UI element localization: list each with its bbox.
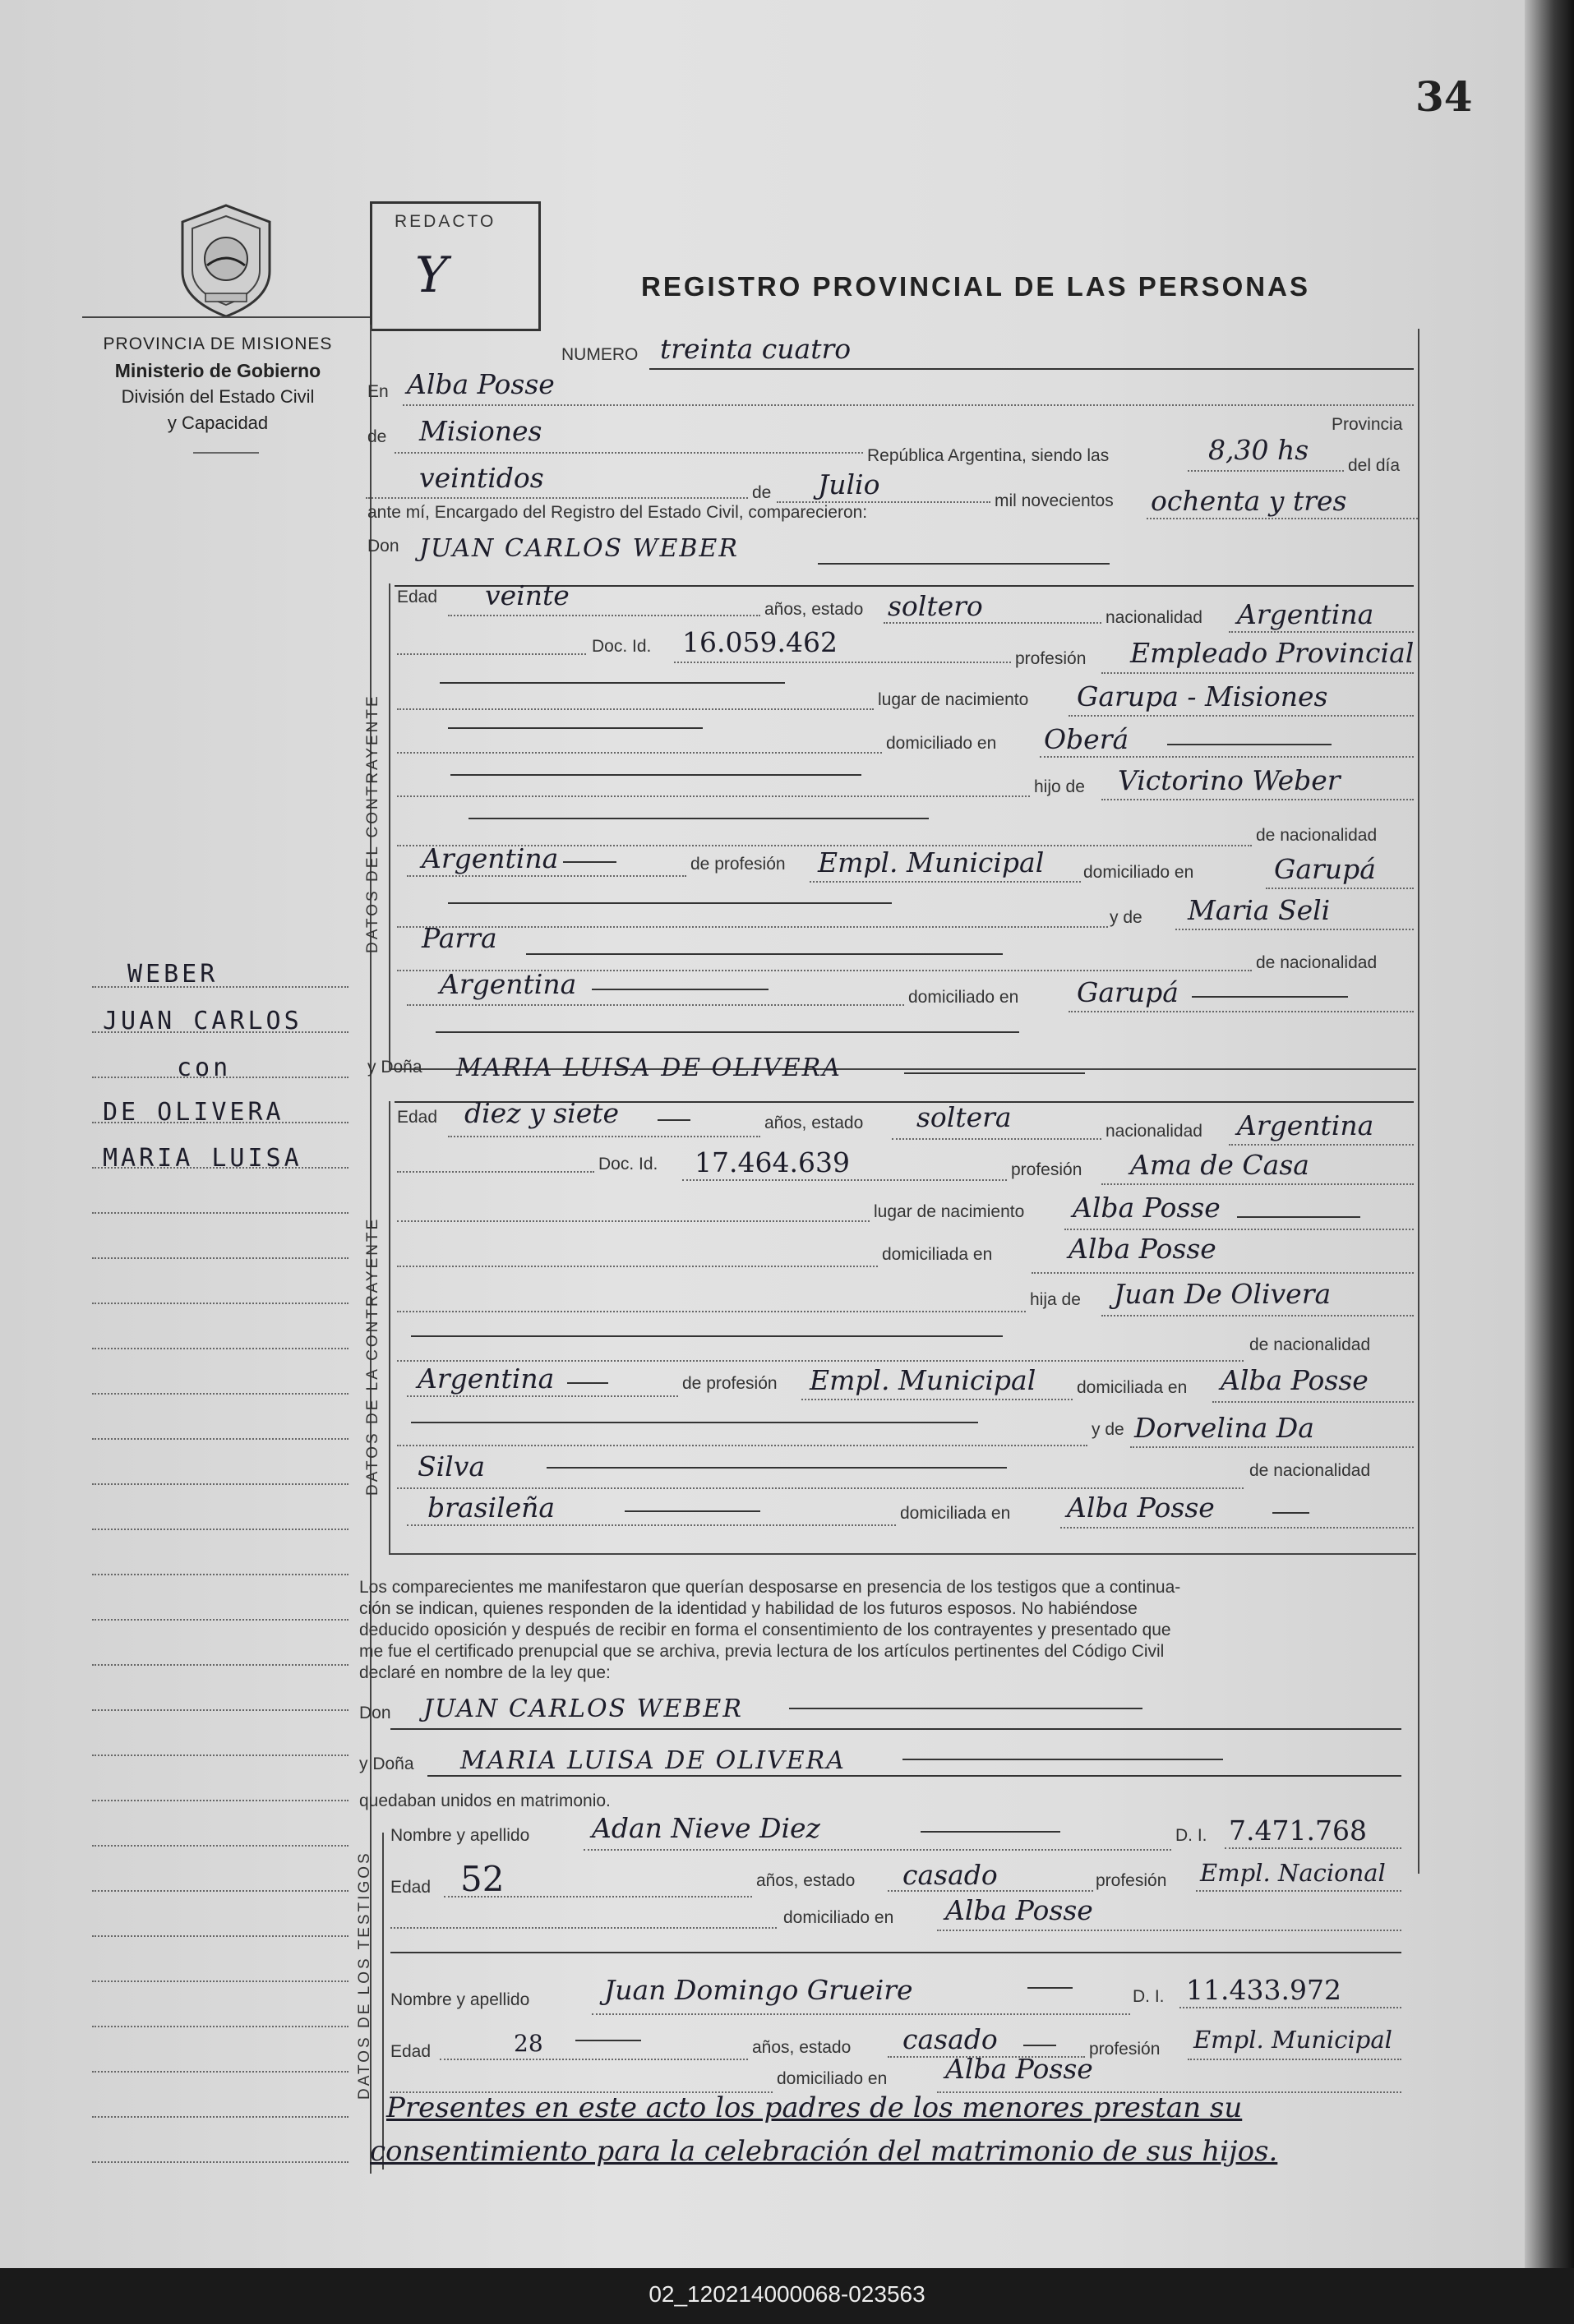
f-nac-label: nacionalidad [1105, 1122, 1202, 1141]
dona-label: y Doña [367, 1058, 422, 1077]
de-label: de [367, 427, 387, 446]
page-number: 34 [1415, 72, 1473, 121]
decl-line4: me fue el certificado prenupcial que se archiva, previa lectura de los artículos pertinentes del Código Civil [359, 1642, 1165, 1661]
c-madre-nac-value: Argentina [440, 968, 577, 1000]
f-padre-nac-label: de nacionalidad [1249, 1335, 1371, 1354]
don-value: JUAN CARLOS WEBER [419, 534, 739, 563]
margin-surname-bride: DE OLIVERA [103, 1098, 284, 1127]
margin-rule-line [92, 1755, 348, 1756]
c-padre-dom-value: Garupá [1274, 853, 1376, 885]
footer-image-id: 02_120214000068-023563 [649, 2281, 925, 2307]
en-value: Alba Posse [407, 368, 555, 400]
redacto-signature: Y [415, 247, 448, 304]
provincia-label: Provincia [1332, 415, 1403, 434]
dona-value: MARIA LUISA DE OLIVERA [456, 1054, 842, 1082]
f-madre-nac-label: de nacionalidad [1249, 1461, 1371, 1480]
t2-di-value: 11.433.972 [1186, 1974, 1341, 2006]
f-padre-dom-value: Alba Posse [1221, 1364, 1369, 1396]
f-padre-dom-label: domiciliada en [1077, 1378, 1188, 1397]
f-prof-value: Ama de Casa [1130, 1149, 1309, 1181]
c-lugar-value: Garupa - Misiones [1077, 680, 1328, 712]
decl-dona-value: MARIA LUISA DE OLIVERA [460, 1746, 846, 1775]
f-lugar-label: lugar de nacimiento [874, 1202, 1025, 1221]
ante-label: ante mí, Encargado del Registro del Estado Civil, comparecieron: [367, 503, 868, 522]
t2-prof-value: Empl. Municipal [1193, 2026, 1392, 2054]
decl-line1: Los comparecientes me manifestaron que querían desposarse en presencia de los testigos que a continua- [359, 1578, 1181, 1597]
margin-rule-line [92, 1619, 348, 1621]
margin-con: con [177, 1054, 232, 1082]
f-edad-value: diez y siete [464, 1097, 620, 1129]
t1-edad-value: 52 [460, 1859, 505, 1899]
c-padre-nac-value: Argentina [422, 842, 559, 874]
c-dom-label: domiciliado en [886, 734, 997, 753]
c-madre2-value: Parra [422, 922, 497, 954]
f-padre-value: Juan De Olivera [1114, 1278, 1332, 1310]
c-lugar-label: lugar de nacimiento [878, 690, 1029, 709]
margin-rule-line [92, 1212, 348, 1214]
t2-di-label: D. I. [1133, 1987, 1165, 2006]
margin-rule-line [92, 1348, 348, 1349]
c-padre-dom-label: domiciliado en [1083, 863, 1194, 882]
c-prof-value: Empleado Provincial [1130, 637, 1415, 669]
dia-value: veintidos [419, 462, 544, 494]
book-spine-edge [1525, 0, 1574, 2268]
t2-nombre-value: Juan Domingo Grueire [604, 1974, 913, 2006]
t2-estado-value: casado [902, 2023, 998, 2055]
f-padre-nac-value: Argentina [418, 1363, 555, 1395]
c-prof-label: profesión [1015, 649, 1087, 668]
c-y-de-label: y de [1110, 908, 1142, 927]
f-estado-value: soltera [916, 1101, 1012, 1133]
margin-rule-line [92, 1438, 348, 1440]
note-line2: consentimiento para la celebración del matrimonio de sus hijos. [370, 2135, 1278, 2168]
margin-name-groom: JUAN CARLOS [103, 1007, 302, 1035]
margin-rule-line [92, 1483, 348, 1485]
t1-prof-value: Empl. Nacional [1200, 1859, 1386, 1887]
contrayente-f-section-label: DATOS DE LA CONTRAYENTE [364, 1216, 381, 1496]
margin-rule-line [92, 1935, 348, 1937]
c-padre-value: Victorino Weber [1118, 764, 1341, 796]
margin-rule-line [92, 1664, 348, 1666]
f-madre-value: Dorvelina Da [1134, 1412, 1314, 1444]
f-dom-value: Alba Posse [1069, 1233, 1216, 1265]
f-nac-value: Argentina [1237, 1109, 1374, 1141]
t1-anios-label: años, estado [756, 1871, 856, 1890]
f-dom-label: domiciliada en [882, 1245, 993, 1264]
mil-label: mil novecientos [995, 491, 1114, 510]
testigos-section-label: DATOS DE LOS TESTIGOS [356, 1851, 373, 2100]
c-madre-nac-label: de nacionalidad [1256, 953, 1378, 972]
mes-value: Julio [818, 468, 880, 500]
provincial-seal-icon [173, 201, 279, 320]
c-padre-nac-label: de nacionalidad [1256, 826, 1378, 845]
note-line1: Presentes en este acto los padres de los menores prestan su [386, 2091, 1243, 2124]
t1-estado-value: casado [902, 1859, 998, 1891]
de2-label: de [752, 483, 772, 502]
c-edad-value: veinte [485, 579, 570, 611]
t1-edad-label: Edad [390, 1878, 432, 1897]
t2-dom-value: Alba Posse [945, 2053, 1093, 2085]
t1-dom-label: domiciliado en [783, 1908, 894, 1927]
margin-rule-line [92, 2026, 348, 2027]
t1-di-label: D. I. [1175, 1826, 1207, 1845]
margin-rule-line [92, 1890, 348, 1892]
decl-unidos: quedaban unidos en matrimonio. [359, 1791, 611, 1810]
t2-prof-label: profesión [1089, 2040, 1161, 2059]
f-y-de-label: y de [1092, 1420, 1124, 1439]
t2-edad-label: Edad [390, 2042, 432, 2061]
f-doc-label: Doc. Id. [598, 1155, 658, 1174]
agency-division: División del Estado Civil [121, 386, 315, 407]
margin-name-bride: MARIA LUISA [103, 1144, 302, 1173]
margin-rule-line [92, 1393, 348, 1395]
c-madre-dom-value: Garupá [1077, 976, 1179, 1008]
margin-rule-line [92, 1303, 348, 1304]
f-padre-prof-label: de profesión [682, 1374, 778, 1393]
hora-value: 8,30 hs [1208, 434, 1309, 466]
c-padre-prof-value: Empl. Municipal [818, 846, 1045, 878]
c-padre-prof-label: de profesión [690, 855, 786, 874]
decl-line3: deducido oposición y después de recibir en forma el consentimiento de los contrayentes y presentado que [359, 1621, 1171, 1639]
f-prof-label: profesión [1011, 1160, 1082, 1179]
f-lugar-value: Alba Posse [1073, 1192, 1221, 1224]
c-madre-value: Maria Seli [1188, 894, 1331, 926]
f-doc-value: 17.464.639 [695, 1146, 850, 1178]
f-edad-label: Edad [397, 1108, 438, 1127]
t1-nombre-label: Nombre y apellido [390, 1826, 530, 1845]
c-nac-value: Argentina [1237, 598, 1374, 630]
agency-ministry: Ministerio de Gobierno [114, 360, 321, 381]
en-label: En [367, 382, 389, 401]
margin-rule-line [92, 2071, 348, 2073]
republica-label: República Argentina, siendo las [867, 446, 1110, 465]
f-madre-dom-label: domiciliada en [900, 1504, 1011, 1523]
c-anios-label: años, estado [764, 600, 864, 619]
numero-value: treinta cuatro [660, 333, 852, 365]
c-doc-value: 16.059.462 [682, 626, 838, 658]
c-hijo-label: hijo de [1034, 777, 1085, 796]
c-doc-label: Doc. Id. [592, 637, 652, 656]
t1-nombre-value: Adan Nieve Diez [592, 1812, 820, 1844]
f-madre2-value: Silva [418, 1450, 486, 1482]
t2-anios-label: años, estado [752, 2038, 852, 2057]
document-title: REGISTRO PROVINCIAL DE LAS PERSONAS [641, 271, 1310, 302]
t1-di-value: 7.471.768 [1229, 1814, 1367, 1847]
don-label: Don [367, 537, 399, 556]
decl-dona-label: y Doña [359, 1755, 414, 1773]
c-dom-value: Oberá [1044, 723, 1129, 755]
margin-surname-groom: WEBER [127, 960, 219, 989]
f-madre-nac-value: brasileña [427, 1492, 556, 1524]
t2-dom-label: domiciliado en [777, 2069, 888, 2088]
decl-don-value: JUAN CARLOS WEBER [423, 1695, 743, 1723]
t1-prof-label: profesión [1096, 1871, 1167, 1890]
c-edad-label: Edad [397, 588, 438, 606]
c-nac-label: nacionalidad [1105, 608, 1202, 627]
de-value: Misiones [419, 415, 542, 447]
margin-rule-line [92, 1709, 348, 1711]
margin-rule-line [92, 1529, 348, 1530]
margin-rule-line [92, 1257, 348, 1259]
redacto-label: REDACTO [395, 212, 496, 231]
t2-nombre-label: Nombre y apellido [390, 1990, 530, 2009]
del-dia-label: del día [1348, 456, 1401, 475]
decl-line2: ción se indican, quienes responden de la identidad y habilidad de los futuros esposos. No habiéndose [359, 1599, 1138, 1618]
margin-rule-line [92, 1980, 348, 1982]
f-anios-label: años, estado [764, 1114, 864, 1132]
agency-capacity: y Capacidad [167, 413, 269, 433]
margin-rule-line [92, 1800, 348, 1801]
anio-value: ochenta y tres [1151, 485, 1347, 517]
f-padre-prof-value: Empl. Municipal [810, 1364, 1036, 1396]
c-estado-value: soltero [888, 590, 983, 622]
agency-province: PROVINCIA DE MISIONES [103, 334, 333, 353]
contrayente-section-label: DATOS DEL CONTRAYENTE [364, 694, 381, 953]
numero-label: NUMERO [561, 345, 639, 364]
margin-rule-line [92, 2161, 348, 2163]
margin-rule-line [92, 1574, 348, 1575]
margin-rule-line [92, 2116, 348, 2118]
c-madre-dom-label: domiciliado en [908, 988, 1019, 1007]
decl-don-label: Don [359, 1704, 391, 1722]
t2-edad-value: 28 [514, 2030, 543, 2057]
margin-rule-line [92, 1845, 348, 1847]
f-hija-label: hija de [1030, 1290, 1081, 1309]
f-madre-dom-value: Alba Posse [1067, 1492, 1215, 1524]
decl-line5: declaré en nombre de la ley que: [359, 1663, 611, 1682]
t1-dom-value: Alba Posse [945, 1894, 1093, 1926]
